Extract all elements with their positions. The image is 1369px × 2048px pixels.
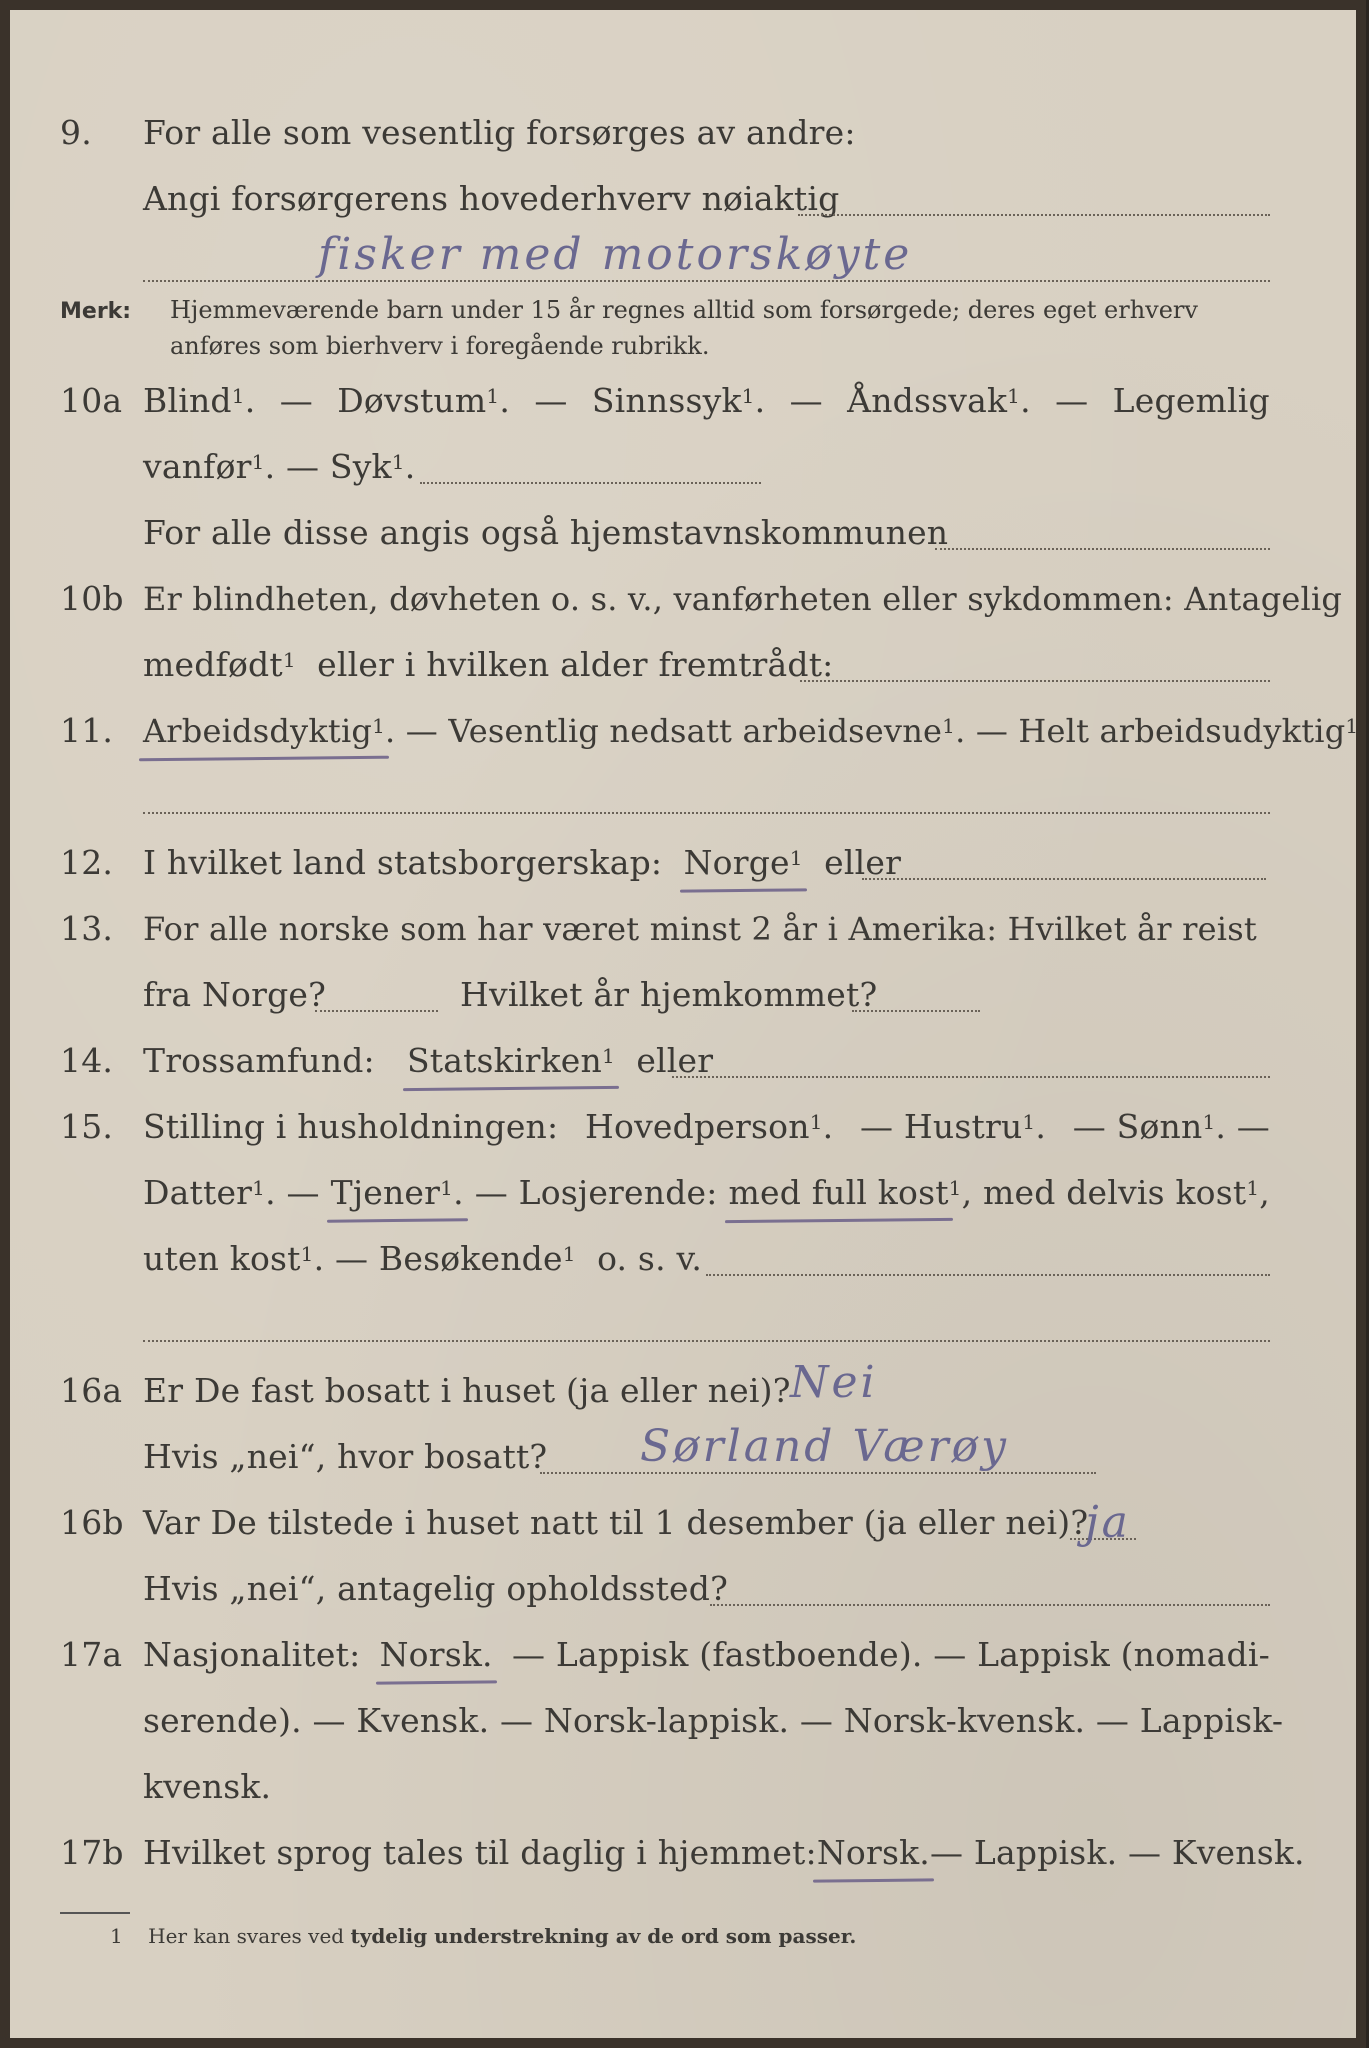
footnote [110, 1924, 856, 1948]
q12-text: I hvilket land statsborgerskap: Norge$^1$ eller [143, 843, 902, 882]
q12-line1 [0, 840, 1366, 892]
option-legemlig[interactable]: Legemlig [1112, 381, 1270, 420]
q15-options-2: Datter$^1$. — Tjener$^1$. — Losjerende: med full kost$^1$, med delvis kost$^1$, [143, 1173, 1270, 1212]
q15-line2 [0, 1170, 1366, 1222]
option-norsk-underlined[interactable]: Norsk. [816, 1833, 930, 1872]
merk-label: Merk: [60, 299, 132, 324]
q13-text-1: For alle norske som har været minst 2 år i Amerika: Hvilket år reist [143, 910, 1257, 948]
q17a-number: 17a [60, 1635, 123, 1674]
q10a-text-3: For alle disse angis også hjemstavnskommunen [143, 513, 949, 552]
q15-text-3: uten kost$^1$. — Besøkende$^1$ o. s. v. [143, 1239, 703, 1278]
q11-line1 [0, 708, 1369, 760]
answer-dotted-line[interactable] [706, 1274, 1270, 1276]
q16a-line1 [0, 1357, 1366, 1420]
merk-note-line1 [60, 296, 1270, 324]
q16a-text-1: Er De fast bosatt i huset (ja eller nei)? [143, 1371, 791, 1410]
q9-answer-line [0, 229, 1366, 294]
q10a-options [143, 381, 1270, 420]
q10a-line2 [0, 444, 1366, 496]
answer-dotted-line[interactable] [672, 1076, 1270, 1078]
dash: — [534, 381, 568, 420]
option-hovedperson[interactable]: Hovedperson$^1$. [585, 1107, 834, 1146]
handwritten-answer: Sørland Værøy [640, 1421, 1009, 1472]
option-lappisk-kvensk[interactable]: — Lappisk. — Kvensk. [929, 1833, 1305, 1872]
handwritten-answer: Nei [790, 1357, 878, 1408]
option-helt-udyktig[interactable]: — Helt arbeidsudyktig$^1$ [975, 712, 1359, 750]
answer-dotted-line[interactable] [935, 548, 1270, 550]
q17b-number: 17b [60, 1833, 124, 1872]
option-syk[interactable]: Syk$^1$. [329, 447, 416, 486]
q16b-number: 16b [60, 1503, 124, 1542]
q14-text: Trossamfund: Statskirken$^1$ eller [143, 1041, 714, 1080]
q15-number: 15. [60, 1107, 114, 1146]
option-hustru[interactable]: — Hustru$^1$. [860, 1107, 1047, 1146]
option-andssvak[interactable]: Åndssvak$^1$. [847, 381, 1031, 420]
option-statskirken-underlined[interactable]: Statskirken$^1$ [406, 1041, 615, 1080]
q15-line3 [0, 1236, 1366, 1288]
q16a-number: 16a [60, 1371, 123, 1410]
q14-line1 [0, 1038, 1366, 1090]
q12-number: 12. [60, 843, 114, 882]
q17a-line1 [0, 1632, 1366, 1684]
q16b-text-1: Var De tilstede i huset natt til 1 desember (ja eller nei)? [143, 1503, 1089, 1542]
q15-answer-line [0, 1302, 1366, 1354]
q9-line1 [0, 110, 1366, 162]
q14-number: 14. [60, 1041, 114, 1080]
q9-number: 9. [60, 113, 92, 152]
option-medfodt[interactable]: medfødt$^1$ [143, 645, 296, 684]
q16b-text-2: Hvis „nei“, antagelig opholdssted? [143, 1569, 728, 1608]
option-dovstum[interactable]: Døvstum$^1$. [337, 381, 511, 420]
answer-dotted-line[interactable] [710, 1604, 1270, 1606]
q16a-text-2: Hvis „nei“, hvor bosatt? [143, 1437, 548, 1476]
merk-text-2: anføres som bierhverv i foregående rubrikk. [170, 332, 710, 360]
option-blind[interactable]: Blind$^1$. [143, 381, 256, 420]
q11-text: Arbeidsdyktig$^1$. — Vesentlig nedsatt arbeidsevne$^1$. — Helt arbeidsudyktig$^1$. [143, 712, 1369, 750]
option-sinnssyk[interactable]: Sinnssyk$^1$. [591, 381, 766, 420]
q10b-line2 [0, 642, 1366, 694]
dash: — [279, 381, 313, 420]
answer-dotted-line[interactable] [143, 280, 1270, 282]
q17a-options-1: Nasjonalitet: Norsk. — Lappisk (fastboende). — Lappisk (nomadi- [143, 1635, 1270, 1674]
option-lappisk[interactable]: — Lappisk (fastboende). — Lappisk (nomadi- [511, 1635, 1270, 1674]
q10b-text-2: medfødt$^1$ eller i hvilken alder fremtrådt: [143, 645, 834, 684]
option-besokende[interactable]: Besøkende$^1$ [378, 1239, 576, 1278]
footnote-mark: 1 [110, 1924, 123, 1948]
q17b-line1 [0, 1830, 1366, 1882]
footnote-text: Her kan svares ved [148, 1924, 345, 1948]
option-norge-underlined[interactable]: Norge$^1$ [683, 843, 803, 882]
q10a-line1 [0, 378, 1366, 430]
option-kvensk-norsk[interactable]: serende). — Kvensk. — Norsk-lappisk. — Norsk-kvensk. — Lappisk- [143, 1701, 1284, 1740]
q16b-line2 [0, 1566, 1366, 1618]
merk-text-1: Hjemmeværende barn under 15 år regnes alltid som forsørgede; deres eget erhverv [170, 296, 1198, 324]
answer-dotted-line[interactable] [143, 1340, 1270, 1342]
footnote-bold-text: tydelig understrekning av de ord som passer. [350, 1924, 857, 1948]
q10a-number: 10a [60, 381, 123, 420]
option-arbeidsdyktig-underlined[interactable]: Arbeidsdyktig$^1$ [143, 712, 386, 750]
option-uten-kost[interactable]: uten kost$^1$. [143, 1239, 325, 1278]
option-datter[interactable]: Datter$^1$. — [143, 1173, 320, 1212]
year-left-dotted-line[interactable] [315, 1010, 438, 1012]
q9-text-2: Angi forsørgerens hovederhverv nøiaktig [143, 179, 840, 218]
year-returned-dotted-line[interactable] [852, 1010, 980, 1012]
q17a-line3 [0, 1764, 1366, 1816]
answer-dotted-line[interactable] [540, 1472, 1096, 1474]
q10b-number: 10b [60, 579, 124, 618]
q13-fra-norge: fra Norge? [143, 975, 327, 1014]
option-norsk-underlined[interactable]: Norsk. [379, 1635, 493, 1674]
q17a-options-2 [143, 1701, 1284, 1740]
dash: — [789, 381, 823, 420]
q17a-line2 [0, 1698, 1366, 1750]
q13-line2 [0, 972, 1366, 1024]
q13-hjemkommet: Hvilket år hjemkommet? [460, 975, 878, 1014]
answer-dotted-line[interactable] [798, 214, 1270, 216]
handwritten-answer: fisker med motorskøyte [318, 229, 913, 280]
q11-answer-line [0, 774, 1366, 826]
q16b-line1 [0, 1497, 1366, 1552]
q10a-line3 [0, 510, 1366, 562]
answer-dotted-line[interactable] [800, 680, 1270, 682]
q17b-options: Hvilket sprog tales til daglig i hjemmet: Norsk. — Lappisk. — Kvensk. [143, 1833, 1305, 1872]
option-med-full-kost[interactable]: med full kost$^1$, med delvis kost$^1$, [728, 1173, 1270, 1212]
q17a-text-3[interactable]: kvensk. [143, 1767, 272, 1806]
q13-line1 [0, 906, 1366, 958]
option-vanfor[interactable]: vanfør$^1$. [143, 447, 276, 486]
option-sonn[interactable]: — Sønn$^1$. — [1072, 1107, 1270, 1146]
q10b-line1 [0, 576, 1366, 628]
q16a-line2 [0, 1421, 1366, 1486]
q11-number: 11. [60, 711, 114, 750]
answer-dotted-line[interactable] [420, 482, 761, 484]
footnote-rule [60, 1912, 130, 1914]
q10a-text-2: vanfør$^1$. — Syk$^1$. [143, 447, 416, 486]
option-tjener-underlined[interactable]: Tjener$^1$. [330, 1173, 464, 1212]
q9-text-1: For alle som vesentlig forsørges av andre: [143, 113, 856, 152]
q13-number: 13. [60, 909, 114, 948]
option-vesentlig-nedsatt[interactable]: — Vesentlig nedsatt arbeidsevne$^1$ [405, 712, 956, 750]
answer-dotted-line[interactable] [143, 812, 1270, 814]
handwritten-answer: ja [1085, 1497, 1131, 1548]
dash: — [1055, 381, 1089, 420]
answer-dotted-line[interactable] [862, 878, 1266, 880]
q9-line2 [0, 176, 1366, 228]
q10b-text-1: Er blindheten, døvheten o. s. v., vanførheten eller sykdommen: Antagelig [143, 580, 1343, 618]
q15-line1 [0, 1104, 1366, 1156]
q15-options-1: Stilling i husholdningen: Hovedperson$^1$. — Hustru$^1$. — Sønn$^1$. — [143, 1107, 1270, 1146]
